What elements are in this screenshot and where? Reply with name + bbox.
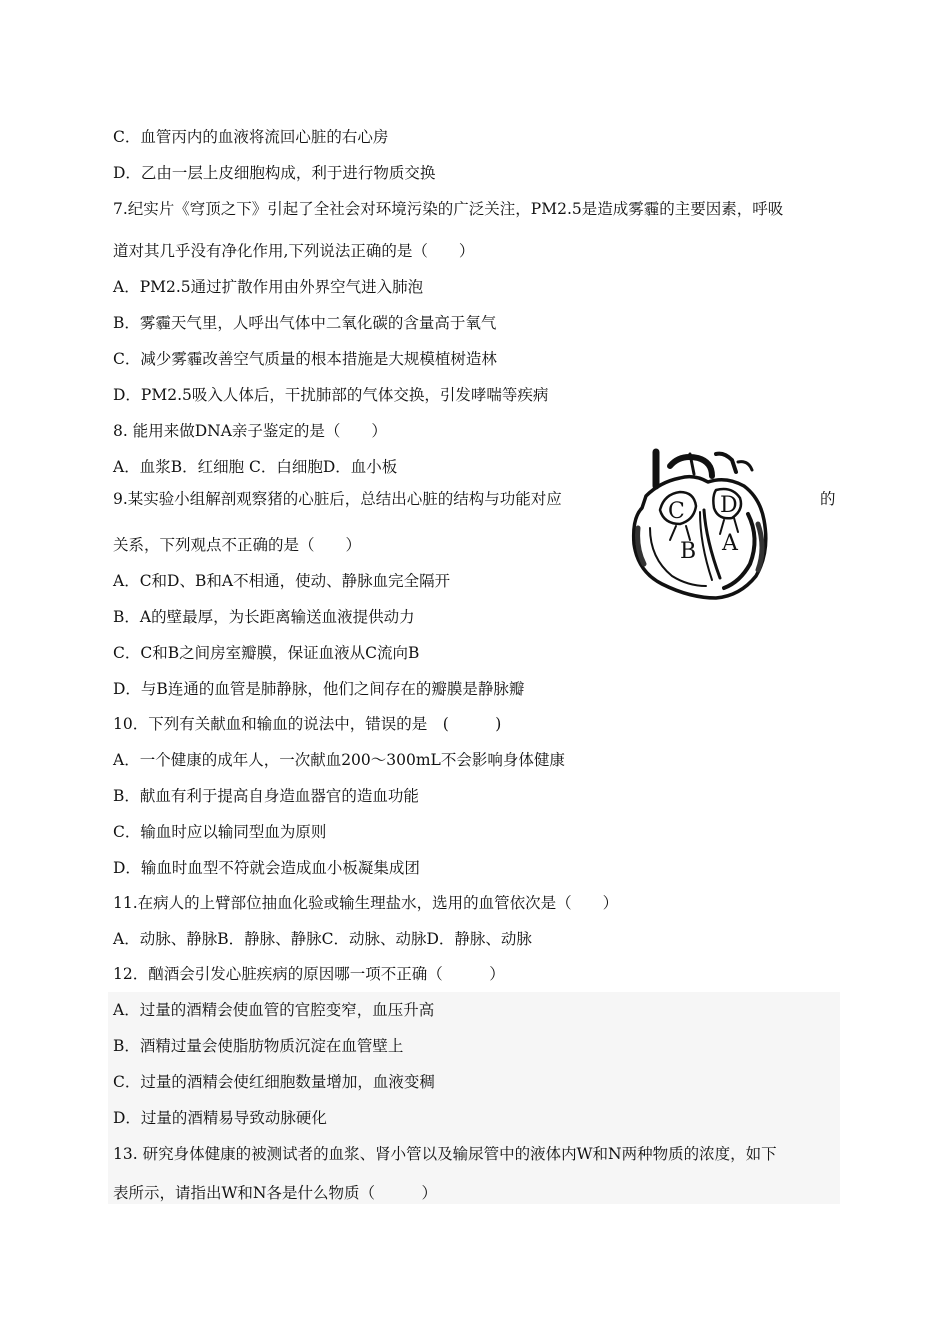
q9-stem-line1-end: 的 [820,490,836,508]
heart-label-a: A [722,531,738,556]
q12-option-d: D．过量的酒精易导致动脉硬化 [113,1109,327,1127]
q10-stem: 10．下列有关献血和输血的说法中，错误的是 ( ) [113,715,502,733]
q11-options: A．动脉、静脉B．静脉、静脉C．动脉、动脉D．静脉、动脉 [113,930,532,948]
q12-option-c: C．过量的酒精会使红细胞数量增加，血液变稠 [113,1073,435,1091]
q7-stem-line2: 道对其几乎没有净化作用,下列说法正确的是（ ） [113,242,475,260]
shaded-region [108,992,840,1204]
heart-diagram [620,448,770,603]
q10-option-a: A．一个健康的成年人，一次献血200～300mL不会影响身体健康 [113,751,565,769]
q11-stem: 11.在病人的上臂部位抽血化验或输生理盐水，选用的血管依次是（ ） [113,894,619,912]
heart-label-b: B [680,539,697,564]
q13-stem-line2: 表所示，请指出W和N各是什么物质（ ） [113,1184,437,1202]
q12-option-b: B．酒精过量会使脂肪物质沉淀在血管壁上 [113,1037,404,1055]
q7-option-a: A．PM2.5通过扩散作用由外界空气进入肺泡 [113,278,424,296]
q9-stem-line2: 关系，下列观点不正确的是（ ） [113,536,362,554]
q8-options: A．血浆B．红细胞 C．白细胞D．血小板 [113,458,398,476]
q6-option-c: C．血管丙内的血液将流回心脏的右心房 [113,128,389,146]
q7-option-c: C．减少雾霾改善空气质量的根本措施是大规模植树造林 [113,350,497,368]
q10-option-c: C．输血时应以输同型血为原则 [113,823,327,841]
heart-label-d: D [720,493,738,518]
q10-option-b: B．献血有利于提高自身造血器官的造血功能 [113,787,419,805]
q9-option-c: C．C和B之间房室瓣膜，保证血液从C流向B [113,644,420,662]
q9-option-b: B．A的壁最厚，为长距离输送血液提供动力 [113,608,415,626]
heart-label-c: C [668,499,685,524]
q9-option-a: A．C和D、B和A不相通，使动、静脉血完全隔开 [113,572,451,590]
q6-option-d: D．乙由一层上皮细胞构成，利于进行物质交换 [113,164,436,182]
q8-stem: 8. 能用来做DNA亲子鉴定的是（ ） [113,422,387,440]
q13-stem-line1: 13. 研究身体健康的被测试者的血浆、肾小管以及输尿管中的液体内W和N两种物质的浓度，如下 [113,1145,777,1163]
q7-option-b: B．雾霾天气里，人呼出气体中二氧化碳的含量高于氧气 [113,314,497,332]
q7-stem-line1: 7.纪实片《穹顶之下》引起了全社会对环境污染的广泛关注，PM2.5是造成雾霾的主要因素，呼吸 [113,200,784,218]
q9-stem-line1: 9.某实验小组解剖观察猪的心脏后，总结出心脏的结构与功能对应 [113,490,562,508]
q9-option-d: D．与B连通的血管是肺静脉，他们之间存在的瓣膜是静脉瓣 [113,680,525,698]
q7-option-d: D．PM2.5吸入人体后，干扰肺部的气体交换，引发哮喘等疾病 [113,386,549,404]
q12-stem: 12．酗酒会引发心脏疾病的原因哪一项不正确（ ） [113,965,505,983]
q10-option-d: D．输血时血型不符就会造成血小板凝集成团 [113,859,420,877]
q12-option-a: A．过量的酒精会使血管的官腔变窄，血压升高 [113,1001,435,1019]
